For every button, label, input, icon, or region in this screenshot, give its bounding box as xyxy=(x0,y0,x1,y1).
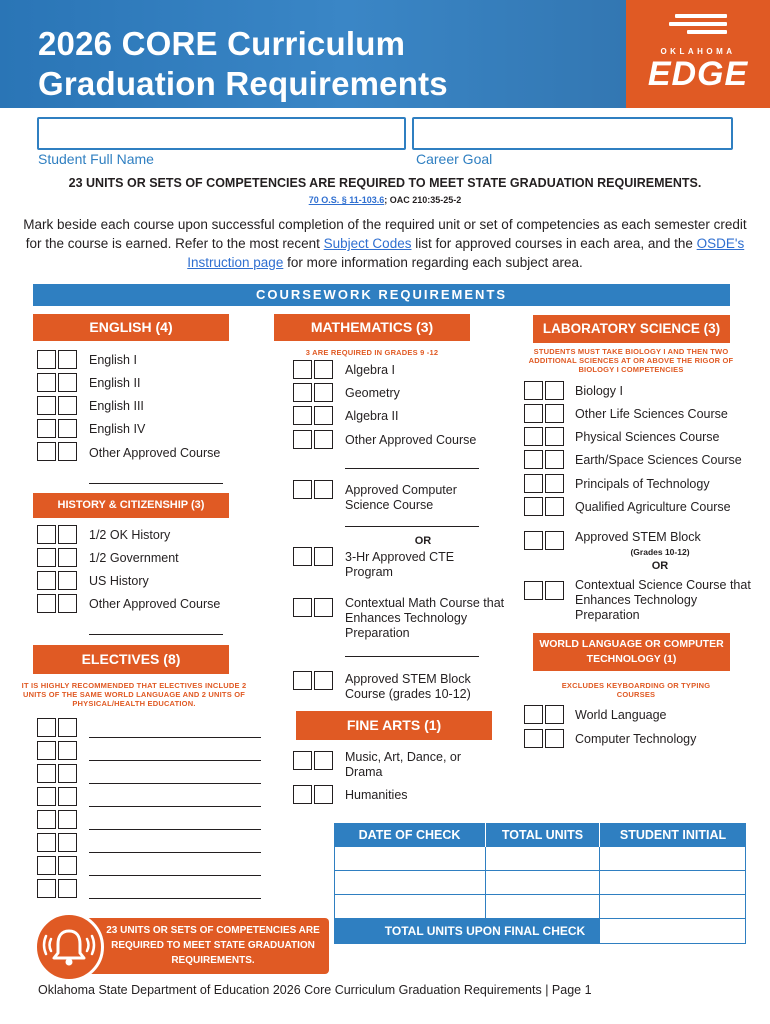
world-language-2-label: Computer Technology xyxy=(575,732,697,746)
final-check-row xyxy=(334,919,746,944)
initial-cell[interactable] xyxy=(600,847,746,871)
elective-2-checkbox[interactable] xyxy=(37,741,77,760)
science-4-label: Earth/Space Sciences Course xyxy=(575,453,742,467)
elective-6-blank[interactable] xyxy=(89,852,261,853)
english-2-checkbox[interactable] xyxy=(37,373,77,392)
science-6-label: Qualified Agriculture Course xyxy=(575,500,731,514)
fine-arts-1-label: Music, Art, Dance, or Drama xyxy=(345,750,462,779)
science-3-label: Physical Sciences Course xyxy=(575,430,720,444)
instructions-paragraph xyxy=(20,215,750,272)
science-stem-grades: (Grades 10-12) xyxy=(630,547,690,557)
table-row xyxy=(334,871,746,895)
math-cs-blank[interactable] xyxy=(345,526,479,527)
history-3-label: US History xyxy=(89,574,149,588)
elective-5-checkbox[interactable] xyxy=(37,810,77,829)
science-1-label: Biology I xyxy=(575,384,623,398)
unit-check-table xyxy=(334,823,746,944)
title-line-1: 2026 CORE Curriculum xyxy=(38,25,406,62)
science-5-label: Principals of Technology xyxy=(575,477,710,491)
oklahoma-edge-logo xyxy=(626,0,770,108)
math-other-blank[interactable] xyxy=(345,468,479,469)
science-stem-label: Approved STEM Block xyxy=(575,530,701,544)
history-1-label: 1/2 OK History xyxy=(89,528,171,542)
history-2-label: 1/2 Government xyxy=(89,551,179,565)
history-4-checkbox[interactable] xyxy=(37,594,77,613)
english-4-label: English IV xyxy=(89,422,146,436)
english-heading: ENGLISH (4) xyxy=(33,314,229,341)
english-3-checkbox[interactable] xyxy=(37,396,77,415)
math-stem-label: Approved STEM Block Course (grades 10-12) xyxy=(345,672,471,701)
header-banner xyxy=(0,0,770,108)
units-alert-banner xyxy=(84,918,329,974)
electives-note: IT IS HIGHLY RECOMMENDED THAT ELECTIVES INCLUDE 2 UNITS OF THE SAME WORLD LANGUAGE AND 2 UNITS OF PHYSICAL/HEALTH EDUCATION. xyxy=(21,681,247,708)
fine-arts-2-label: Humanities xyxy=(345,788,408,802)
world-language-2-checkbox[interactable] xyxy=(524,729,564,748)
intro-text-1: Mark beside each course upon successful completion of the required unit or set of competencies as each semester credit for the course is earned. Refer to the most recent xyxy=(23,217,747,251)
math-1-checkbox[interactable] xyxy=(293,360,333,379)
date-cell[interactable] xyxy=(334,895,486,919)
science-2-checkbox[interactable] xyxy=(524,404,564,423)
science-6-checkbox[interactable] xyxy=(524,497,564,516)
units-cell[interactable] xyxy=(486,847,600,871)
science-stem-checkbox[interactable] xyxy=(524,531,564,550)
english-1-checkbox[interactable] xyxy=(37,350,77,369)
elective-3-blank[interactable] xyxy=(89,783,261,784)
fine-arts-heading: FINE ARTS (1) xyxy=(296,711,492,740)
final-check-label: TOTAL UNITS UPON FINAL CHECK xyxy=(334,919,600,944)
elective-5-blank[interactable] xyxy=(89,829,261,830)
math-cs-checkbox[interactable] xyxy=(293,480,333,499)
science-5-checkbox[interactable] xyxy=(524,474,564,493)
math-contextual-checkbox[interactable] xyxy=(293,598,333,617)
math-heading: MATHEMATICS (3) xyxy=(274,314,470,341)
page-title xyxy=(38,24,598,104)
coursework-heading: COURSEWORK REQUIREMENTS xyxy=(33,284,730,306)
math-cte-label: 3-Hr Approved CTE Program xyxy=(345,550,455,579)
elective-1-checkbox[interactable] xyxy=(37,718,77,737)
student-name-label: Student Full Name xyxy=(38,151,154,167)
bell-icon xyxy=(34,912,104,982)
fine-arts-2-checkbox[interactable] xyxy=(293,785,333,804)
english-1-label: English I xyxy=(89,353,137,367)
history-3-checkbox[interactable] xyxy=(37,571,77,590)
career-goal-field[interactable] xyxy=(412,117,733,150)
final-units-cell[interactable] xyxy=(600,919,746,944)
logo-stripes-icon xyxy=(669,14,727,38)
elective-6-checkbox[interactable] xyxy=(37,833,77,852)
oac-reference: ; OAC 210:35-25-2 xyxy=(384,195,462,205)
table-row xyxy=(334,847,746,871)
title-line-2: Graduation Requirements xyxy=(38,65,448,102)
logo-name: EDGE xyxy=(647,55,749,93)
history-2-checkbox[interactable] xyxy=(37,548,77,567)
elective-1-blank[interactable] xyxy=(89,737,261,738)
math-3-checkbox[interactable] xyxy=(293,406,333,425)
math-1-label: Algebra I xyxy=(345,363,396,377)
math-cte-checkbox[interactable] xyxy=(293,547,333,566)
electives-heading: ELECTIVES (8) xyxy=(33,645,229,674)
elective-7-blank[interactable] xyxy=(89,875,261,876)
date-cell[interactable] xyxy=(334,871,486,895)
units-cell[interactable] xyxy=(486,895,600,919)
english-5-checkbox[interactable] xyxy=(37,442,77,461)
math-cs-label: Approved Computer Science Course xyxy=(345,483,457,512)
english-3-label: English III xyxy=(89,399,144,413)
total-units-header: TOTAL UNITS xyxy=(486,823,600,847)
science-1-checkbox[interactable] xyxy=(524,381,564,400)
student-initial-header: STUDENT INITIAL xyxy=(619,828,727,842)
history-1-checkbox[interactable] xyxy=(37,525,77,544)
english-2-label: English II xyxy=(89,376,141,390)
units-headline: 23 UNITS OR SETS OF COMPETENCIES ARE REQUIRED TO MEET STATE GRADUATION REQUIREMENTS. xyxy=(68,176,702,190)
history-4-label: Other Approved Course xyxy=(89,597,221,611)
english-4-checkbox[interactable] xyxy=(37,419,77,438)
history-other-blank[interactable] xyxy=(89,634,223,635)
date-cell[interactable] xyxy=(334,847,486,871)
statute-reference xyxy=(0,195,770,205)
logo-state: OKLAHOMA xyxy=(660,47,736,56)
units-cell[interactable] xyxy=(486,871,600,895)
science-contextual-checkbox[interactable] xyxy=(524,581,564,600)
world-language-heading: WORLD LANGUAGE OR COMPUTER TECHNOLOGY (1) xyxy=(533,633,730,671)
fine-arts-1-checkbox[interactable] xyxy=(293,751,333,770)
intro-text-2: list for approved courses in each area, and the xyxy=(411,236,697,251)
math-4-label: Other Approved Course xyxy=(345,433,477,447)
elective-2-blank[interactable] xyxy=(89,760,261,761)
initial-cell[interactable] xyxy=(600,871,746,895)
instruction-page-link[interactable]: OSDE's Instruction page xyxy=(187,236,745,270)
math-4-checkbox[interactable] xyxy=(293,430,333,449)
initial-cell[interactable] xyxy=(600,895,746,919)
alert-text: 23 UNITS OR SETS OF COMPETENCIES ARE REQUIRED TO MEET STATE GRADUATION REQUIREMENTS. xyxy=(106,925,320,966)
world-language-1-checkbox[interactable] xyxy=(524,705,564,724)
student-name-field[interactable] xyxy=(37,117,406,150)
science-2-label: Other Life Sciences Course xyxy=(575,407,728,421)
table-header-row xyxy=(334,823,746,847)
elective-4-blank[interactable] xyxy=(89,806,261,807)
statute-link[interactable]: 70 O.S. § 11-103.6 xyxy=(308,195,385,205)
subject-codes-link[interactable]: Subject Codes xyxy=(323,236,412,251)
math-2-label: Geometry xyxy=(345,386,400,400)
history-heading: HISTORY & CITIZENSHIP (3) xyxy=(33,493,229,518)
lab-science-heading: LABORATORY SCIENCE (3) xyxy=(533,315,730,343)
science-or-label: OR xyxy=(651,560,669,572)
career-goal-label: Career Goal xyxy=(416,151,493,167)
elective-8-blank[interactable] xyxy=(89,898,261,899)
math-2-checkbox[interactable] xyxy=(293,383,333,402)
lab-science-note: STUDENTS MUST TAKE BIOLOGY I AND THEN TWO ADDITIONAL SCIENCES AT OR ABOVE THE RIGOR OF BIOLOGY I COMPETENCIES xyxy=(528,347,734,374)
science-4-checkbox[interactable] xyxy=(524,450,564,469)
english-5-label: Other Approved Course xyxy=(89,446,221,460)
elective-8-checkbox[interactable] xyxy=(37,879,77,898)
date-of-check-header: DATE OF CHECK xyxy=(334,823,486,847)
intro-text-3: for more information regarding each subject area. xyxy=(283,255,583,270)
math-note: 3 ARE REQUIRED IN GRADES 9 -12 xyxy=(305,348,439,357)
math-stem-checkbox[interactable] xyxy=(293,671,333,690)
world-language-1-label: World Language xyxy=(575,708,667,722)
math-contextual-blank[interactable] xyxy=(345,656,479,657)
table-row xyxy=(334,895,746,919)
world-language-note: EXCLUDES KEYBOARDING OR TYPING COURSES xyxy=(561,681,711,699)
page-footer: Oklahoma State Department of Education 2026 Core Curriculum Graduation Requirements | Page 1 xyxy=(38,983,592,997)
english-other-blank[interactable] xyxy=(89,483,223,484)
science-contextual-label: Contextual Science Course that Enhances Technology Preparation xyxy=(575,578,751,622)
elective-7-checkbox[interactable] xyxy=(37,856,77,875)
elective-3-checkbox[interactable] xyxy=(37,764,77,783)
elective-4-checkbox[interactable] xyxy=(37,787,77,806)
math-3-label: Algebra II xyxy=(345,409,399,423)
math-or-label: OR xyxy=(414,535,432,547)
science-3-checkbox[interactable] xyxy=(524,427,564,446)
math-contextual-label: Contextual Math Course that Enhances Technology Preparation xyxy=(345,596,505,640)
